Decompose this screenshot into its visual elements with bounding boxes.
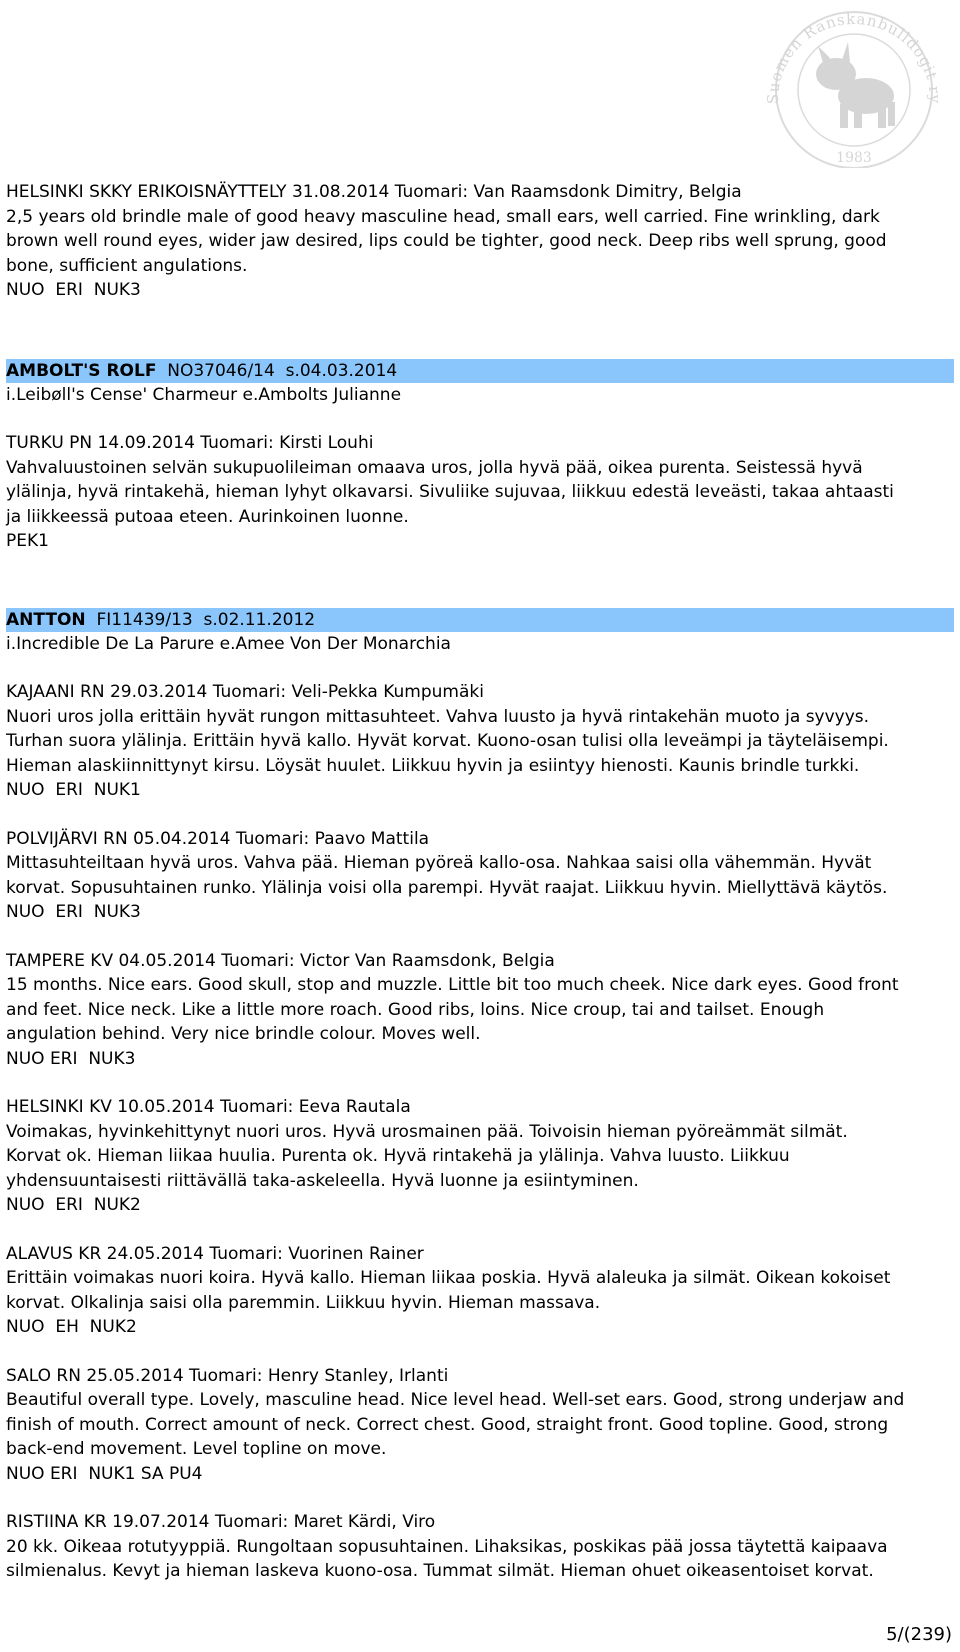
critique-line: and feet. Nice neck. Like a little more roach. Good ribs, loins. Nice croup, tai and tailset. Enough: [6, 999, 825, 1020]
critique-line: Nuori uros jolla erittäin hyvät rungon mittasuhteet. Vahva luusto ja hyvä rintakehän muoto ja syvyys.: [6, 706, 870, 727]
critique-line: Turhan suora ylälinja. Erittäin hyvä kallo. Hyvät korvat. Kuono-osan tulisi olla leveämpi ja täyteläisempi.: [6, 731, 889, 751]
critique-line: Voimakas, hyvinkehittynyt nuori uros. Hyvä urosmainen pää. Toivoisin hieman pyöreämmät silmät.: [6, 1121, 848, 1142]
show-result: PEK1: [6, 531, 49, 551]
show-header: RISTIINA KR 19.07.2014 Tuomari: Maret Kärdi, Viro: [6, 1512, 436, 1532]
show-result: NUO ERI NUK3: [6, 280, 141, 300]
dog-parents: i.Incredible De La Parure e.Amee Von Der Monarchia: [6, 633, 451, 654]
show-result: NUO ERI NUK3: [6, 1048, 136, 1069]
show-header: ALAVUS KR 24.05.2014 Tuomari: Vuorinen Rainer: [6, 1243, 424, 1264]
critique-line: finish of mouth. Correct amount of neck. Correct chest. Good, straight front. Good topline. Good, strong: [6, 1414, 889, 1435]
dog-name: ANTTON: [6, 609, 86, 630]
show-result: NUO ERI NUK3: [6, 902, 141, 922]
critique-line: Beautiful overall type. Lovely, masculine head. Nice level head. Well-set ears. Good, strong underjaw and: [6, 1390, 905, 1410]
critique-line: brown well round eyes, wider jaw desired, lips could be tighter, good neck. Deep ribs well sprung, good: [6, 231, 887, 251]
show-header: TAMPERE KV 04.05.2014 Tuomari: Victor Van Raamsdonk, Belgia: [6, 950, 555, 971]
page-number: 5/(239): [886, 1624, 952, 1645]
critique-line: korvat. Sopusuhtainen runko. Ylälinja voisi olla parempi. Hyvät raajat. Liikkuu hyvin. Miellyttävä käytös.: [6, 877, 888, 898]
bulldog-seal-icon: [756, 8, 952, 168]
critique-line: yhdensuuntaisesti riittävällä taka-askeleella. Hyvä luonne ja esiintyminen.: [6, 1170, 639, 1191]
seal-text: Suomen Ranskanbulldogit ry: [763, 9, 945, 105]
critique-line: Korvat ok. Hieman liikaa huulia. Purenta ok. Hyvä rintakehä ja ylälinja. Vahva luusto. Liikkuu: [6, 1146, 790, 1166]
show-header: HELSINKI KV 10.05.2014 Tuomari: Eeva Rautala: [6, 1097, 411, 1117]
dog-header-bar: [6, 608, 954, 632]
dog-parents: i.Leibøll's Cense' Charmeur e.Ambolts Julianne: [6, 384, 402, 405]
critique-line: ja liikkeessä putoaa eteen. Aurinkoinen luonne.: [6, 506, 409, 527]
show-result: NUO ERI NUK1: [6, 780, 141, 800]
show-header: HELSINKI SKKY ERIKOISNÄYTTELY 31.08.2014 Tuomari: Van Raamsdonk Dimitry, Belgia: [6, 182, 742, 202]
critique-line: Erittäin voimakas nuori koira. Hyvä kallo. Hieman liikaa poskia. Hyvä alaleuka ja silmät. Oikean kokoiset: [6, 1268, 891, 1288]
show-result: NUO ERI NUK2: [6, 1195, 141, 1215]
seal-year: 1983: [836, 150, 872, 166]
dog-registration: NO37046/14 s.04.03.2014: [156, 360, 398, 381]
club-seal-logo: [756, 8, 952, 168]
dog-header-bar: [6, 359, 954, 383]
show-result: NUO EH NUK2: [6, 1317, 137, 1337]
critique-line: silmienalus. Kevyt ja hieman laskeva kuono-osa. Tummat silmät. Hieman ohuet oikeasentoiset korvat.: [6, 1561, 874, 1581]
critique-line: Vahvaluustoinen selvän sukupuolileiman omaava uros, jolla hyvä pää, oikea purenta. Seistessä hyvä: [6, 457, 863, 478]
critique-line: 15 months. Nice ears. Good skull, stop and muzzle. Little bit too much cheek. Nice dark eyes. Good front: [6, 975, 899, 995]
critique-line: angulation behind. Very nice brindle colour. Moves well.: [6, 1024, 481, 1044]
critique-line: 20 kk. Oikeaa rotutyyppiä. Rungoltaan sopusuhtainen. Lihaksikas, poskikas pää jossa täytettä kaipaava: [6, 1536, 888, 1557]
critique-line: korvat. Olkalinja saisi olla paremmin. Liikkuu hyvin. Hieman massava.: [6, 1292, 601, 1313]
critique-line: bone, sufficient angulations.: [6, 255, 248, 276]
bulldog-silhouette: [816, 42, 895, 128]
show-header: SALO RN 25.05.2014 Tuomari: Henry Stanley, Irlanti: [6, 1365, 449, 1386]
document-body: [6, 180, 954, 1584]
critique-line: Mittasuhteiltaan hyvä uros. Vahva pää. Hieman pyöreä kallo-osa. Nahkaa saisi olla vähemmän. Hyvät: [6, 853, 872, 873]
dog-registration: FI11439/13 s.02.11.2012: [85, 609, 316, 630]
critique-line: ylälinja, hyvä rintakehä, hieman lyhyt olkavarsi. Sivuliike sujuvaa, liikkuu edestä leveästi, takaa ahtaasti: [6, 482, 894, 502]
critique-line: Hieman alaskiinnittynyt kirsu. Löysät huulet. Liikkuu hyvin ja esiintyy hienosti. Kaunis brindle turkki.: [6, 755, 860, 776]
critique-line: back-end movement. Level topline on move.: [6, 1439, 387, 1459]
critique-line: 2,5 years old brindle male of good heavy masculine head, small ears, well carried. Fine wrinkling, dark: [6, 206, 880, 227]
show-header: KAJAANI RN 29.03.2014 Tuomari: Veli-Pekka Kumpumäki: [6, 682, 484, 702]
show-header: TURKU PN 14.09.2014 Tuomari: Kirsti Louhi: [6, 433, 374, 453]
dog-name: AMBOLT'S ROLF: [6, 360, 157, 381]
show-header: POLVIJÄRVI RN 05.04.2014 Tuomari: Paavo Mattila: [6, 828, 430, 849]
show-result: NUO ERI NUK1 SA PU4: [6, 1463, 203, 1484]
